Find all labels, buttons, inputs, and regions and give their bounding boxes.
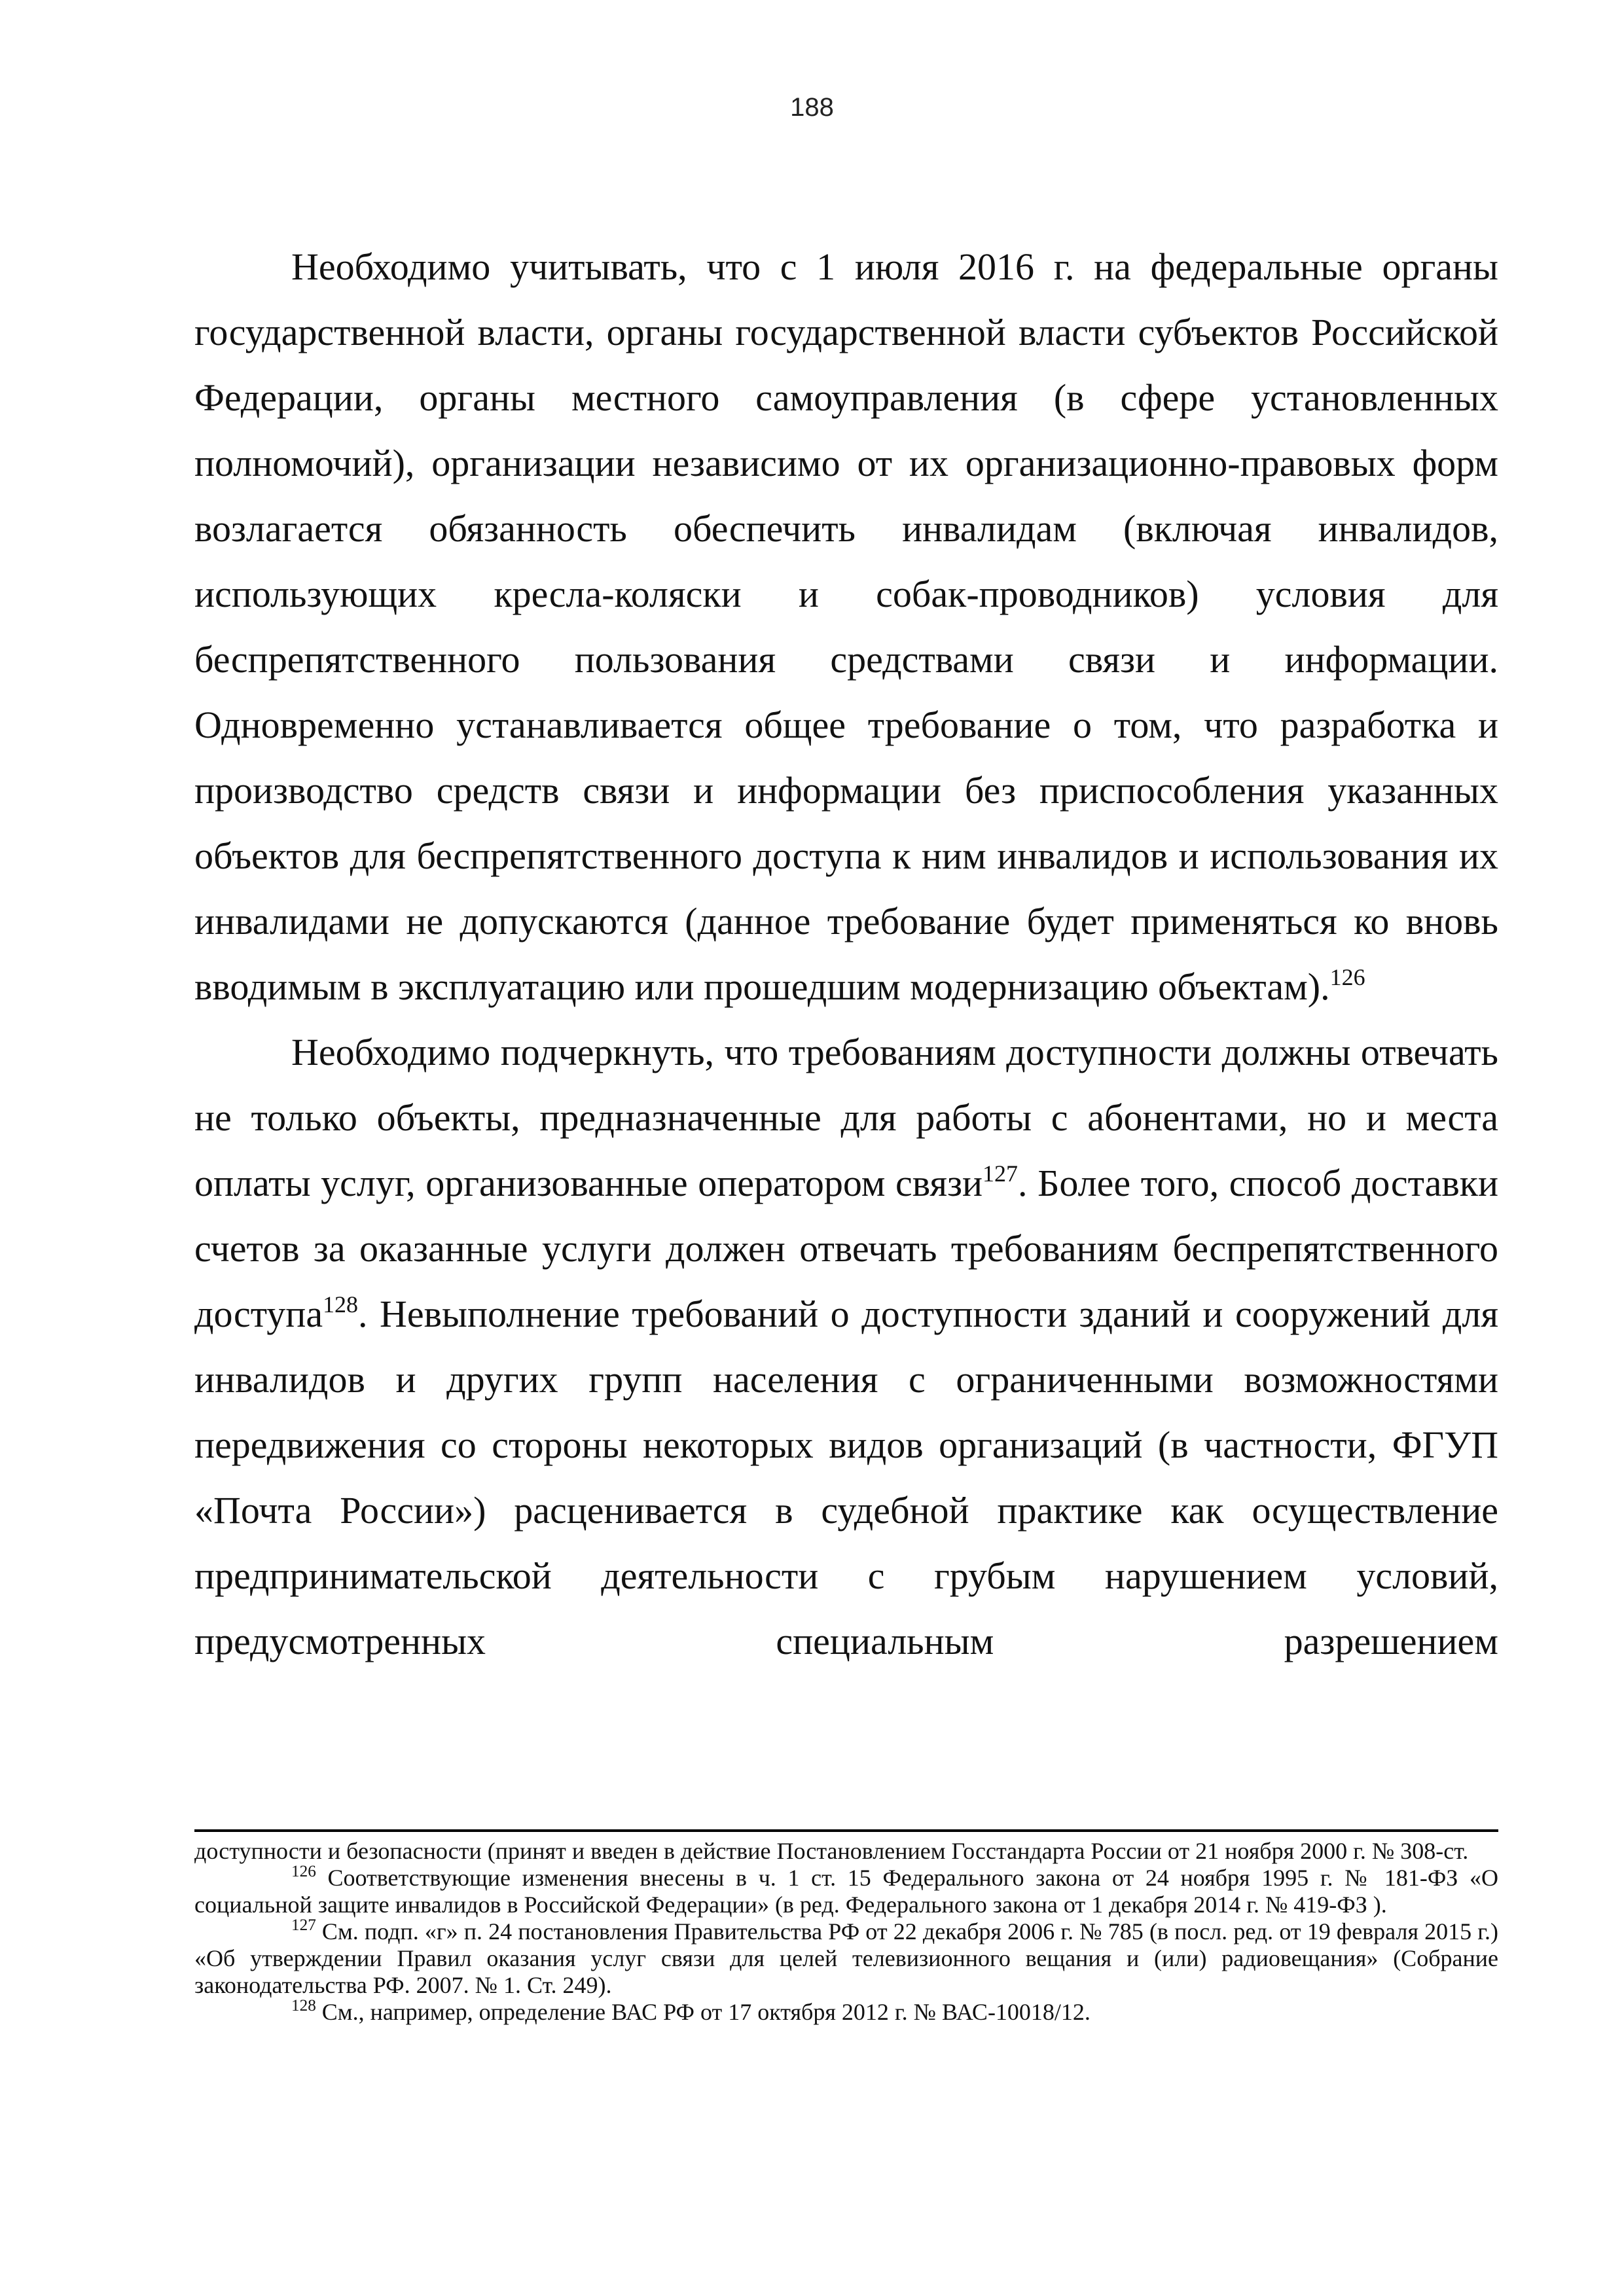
footnote-text: Соответствующие изменения внесены в ч. 1 ст. 15 Федерального закона от 24 ноября 1995 г. № 181-ФЗ «О социальной защите инвалидов в Российской Федерации» (в ред. Федерального закона от 1 декабря 2014 г. № 419-ФЗ ). (194, 1865, 1498, 1918)
main-text (194, 234, 1498, 1674)
footnotes (194, 1838, 1498, 2026)
paragraph-1 (194, 234, 1498, 1020)
footnote-separator (194, 1829, 1498, 1832)
footnote-ref-126[interactable]: 126 (1329, 963, 1365, 990)
paragraph-2-text-b: . Более того, способ доставки счетов за оказанные услуги должен отвечать требованиям беспрепятственного доступа (194, 1162, 1498, 1335)
page-number: 188 (790, 93, 834, 122)
paragraph-1-text: Необходимо учитывать, что с 1 июля 2016 г. на федеральные органы государственной власти, органы государственной власти субъектов Российской Федерации, органы местного самоуправления (в сфере установленных полномочий), организации независимо от их организационно-правовых форм возлагается обязанность обеспечить инвалидам (включая инвалидов, использующих кресла-коляски и собак-проводников) условия для беспрепятственного пользования средствами связи и информации. Одновременно устанавливается общее требование о том, что разработка и производство средств связи и информации без приспособления указанных объектов для беспрепятственного доступа к ним инвалидов и использования их инвалидами не допускаются (данное требование будет применяться ко вновь вводимым в эксплуатацию или прошедшим модернизацию объектам). (194, 245, 1498, 1008)
footnote-128 (194, 1999, 1498, 2026)
footnote-ref-127[interactable]: 127 (983, 1160, 1018, 1187)
footnote-126 (194, 1865, 1498, 1918)
footnote-number: 126 (291, 1863, 316, 1881)
footnote-text: См., например, определение ВАС РФ от 17 октября 2012 г. № ВАС-10018/12. (316, 1999, 1091, 2025)
footnote-continuation: доступности и безопасности (принят и введен в действие Постановлением Госстандарта России от 21 ноября 2000 г. № 308-ст. (194, 1838, 1469, 1864)
footnote-127 (194, 1918, 1498, 1999)
footnote-number: 127 (291, 1916, 316, 1935)
footnote-number: 128 (291, 1997, 316, 2015)
footnote-ref-128[interactable]: 128 (323, 1291, 358, 1318)
paragraph-2-text-c: . Невыполнение требований о доступности зданий и сооружений для инвалидов и других групп населения с ограниченными возможностями передвижения со стороны некоторых видов организаций (в частности, ФГУП «Почта России») расценивается в судебной практике как осуществление предпринимательской деятельности с грубым нарушением условий, предусмотренных специальным разрешением (194, 1293, 1498, 1662)
paragraph-2-text-a: Необходимо подчеркнуть, что требованиям доступности должны отвечать не только объекты, предназначенные для работы с абонентами, но и места оплаты услуг, организованные оператором связи (194, 1031, 1498, 1204)
footnote-text: См. подп. «г» п. 24 постановления Правительства РФ от 22 декабря 2006 г. № 785 (в посл. ред. от 19 февраля 2015 г.) «Об утверждении Правил оказания услуг связи для целей телевизионного вещания и (или) радиовещания» (Собрание законодательства РФ. 2007. № 1. Ст. 249). (194, 1918, 1498, 1998)
paragraph-2 (194, 1020, 1498, 1674)
